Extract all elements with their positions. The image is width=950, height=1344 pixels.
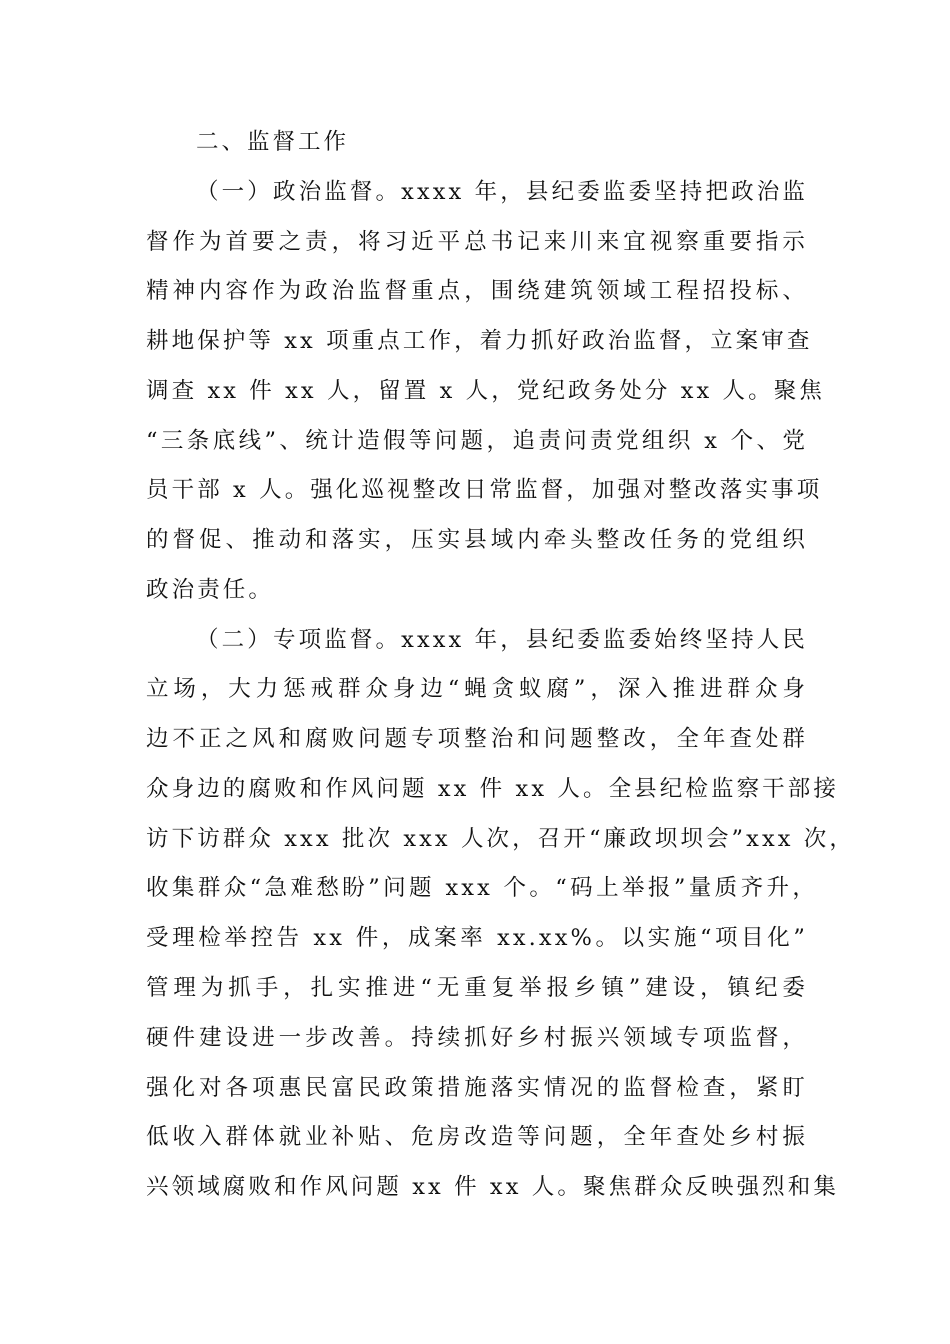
- paragraph-2-line-9: 硬件建设进一步改善。持续抓好乡村振兴领域专项监督，: [146, 1025, 808, 1051]
- paragraph-1-line-7: 员干部 x 人。强化巡视整改日常监督，加强对整改落实事项: [146, 477, 823, 503]
- paragraph-2-line-4: 众身边的腐败和作风问题 xx 件 xx 人。全县纪检监察干部接: [146, 776, 839, 802]
- paragraph-1-line-6: “三条底线”、统计造假等问题，追责问责党组织 x 个、党: [146, 428, 808, 454]
- paragraph-2-line-1: （二）专项监督。xxxx 年，县纪委监委始终坚持人民: [196, 627, 808, 653]
- paragraph-2-line-12: 兴领域腐败和作风问题 xx 件 xx 人。聚焦群众反映强烈和集: [146, 1174, 839, 1200]
- paragraph-2-line-5: 访下访群众 xxx 批次 xxx 人次，召开“廉政坝坝会”xxx 次，: [146, 826, 855, 852]
- paragraph-2-line-2: 立场，大力惩戒群众身边“蝇贪蚁腐”，深入推进群众身: [146, 676, 808, 702]
- paragraph-1-line-2: 督作为首要之责，将习近平总书记来川来宜视察重要指示: [146, 229, 808, 255]
- paragraph-1-line-5: 调查 xx 件 xx 人，留置 x 人，党纪政务处分 xx 人。聚焦: [146, 378, 825, 404]
- paragraph-2-line-8: 管理为抓手，扎实推进“无重复举报乡镇”建设，镇纪委: [146, 975, 808, 1001]
- section-heading: 二、监督工作: [196, 129, 350, 155]
- paragraph-1-line-1: （一）政治监督。xxxx 年，县纪委监委坚持把政治监: [196, 179, 808, 205]
- paragraph-2-line-10: 强化对各项惠民富民政策措施落实情况的监督检查，紧盯: [146, 1075, 808, 1101]
- paragraph-2-line-3: 边不正之风和腐败问题专项整治和问题整改，全年查处群: [146, 726, 808, 752]
- paragraph-1-line-4: 耕地保护等 xx 项重点工作，着力抓好政治监督，立案审查: [146, 328, 813, 354]
- paragraph-2-line-7: 受理检举控告 xx 件，成案率 xx.xx%。以实施“项目化”: [146, 925, 808, 951]
- paragraph-1-line-3: 精神内容作为政治监督重点，围绕建筑领域工程招投标、: [146, 278, 808, 304]
- paragraph-2-line-6: 收集群众“急难愁盼”问题 xxx 个。“码上举报”量质齐升，: [146, 875, 818, 901]
- paragraph-2-line-11: 低收入群体就业补贴、危房改造等问题，全年查处乡村振: [146, 1124, 808, 1150]
- paragraph-1-line-9: 政治责任。: [146, 577, 275, 603]
- paragraph-1-line-8: 的督促、推动和落实，压实县域内牵头整改任务的党组织: [146, 527, 808, 553]
